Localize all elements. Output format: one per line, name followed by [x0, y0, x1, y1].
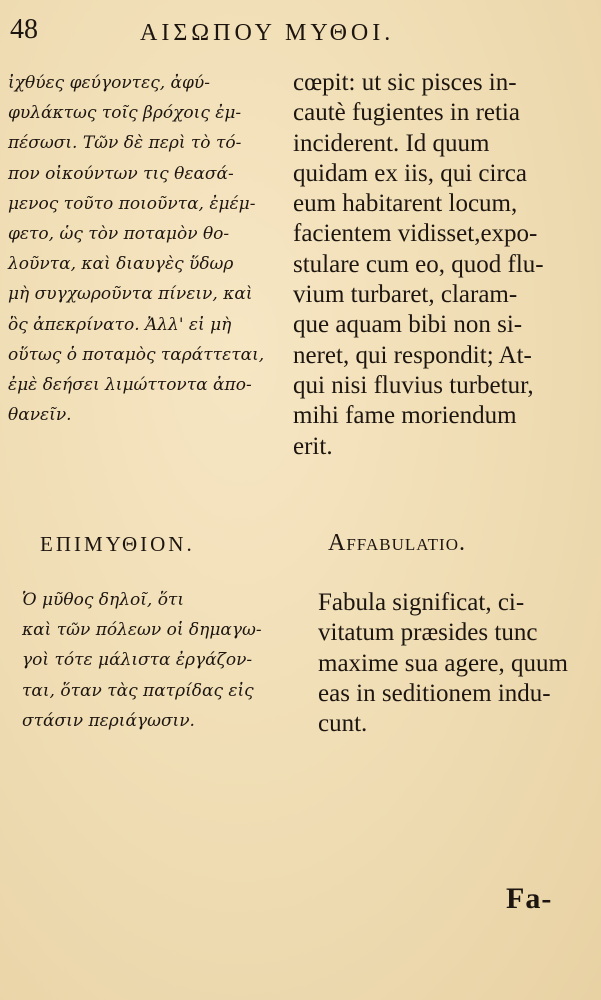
latin-moral-line: cunt.	[318, 710, 368, 738]
latin-line: cœpit: ut sic pisces in-	[293, 69, 517, 96]
latin-line: cautè fugientes in retia	[293, 99, 520, 127]
page-header	[10, 14, 590, 54]
catchword: Fa-	[506, 882, 553, 915]
latin-line: stulare cum eo, quod flu-	[293, 250, 544, 278]
latin-moral-line: vitatum præsides tunc	[318, 619, 538, 647]
latin-moral-line: eas in seditionem indu-	[318, 679, 551, 707]
latin-line: neret, qui respondit; At-	[293, 341, 532, 369]
greek-line: μὴ συγχωροῦντα πίνειν, καὶ	[8, 284, 253, 305]
latin-line: quidam ex iis, qui circa	[293, 159, 527, 187]
latin-line: erit.	[293, 432, 333, 460]
latin-line: que aquam bibi non si-	[293, 311, 523, 339]
greek-moral-line: γοὶ τότε μάλιστα ἐργάζον-	[22, 650, 253, 671]
latin-moral-line: maxime sua agere, quum	[318, 649, 568, 677]
latin-line: mihi fame moriendum	[293, 402, 517, 430]
greek-line: ὃς ἀπεκρίνατο. Ἀλλ' εἰ μὴ	[8, 314, 232, 335]
greek-line: θανεῖν.	[8, 405, 72, 426]
greek-moral-line: καὶ τῶν πόλεων οἱ δημαγω-	[22, 620, 262, 641]
latin-moral-line: Fabula significat, ci-	[318, 589, 525, 616]
greek-line: μενος τοῦτο ποιοῦντα, ἐμέμ-	[8, 193, 256, 214]
greek-moral-line: Ὁ μῦθος δηλοῖ, ὅτι	[22, 590, 184, 610]
greek-moral-heading: ΕΠΙΜΥΘΙΟΝ.	[40, 532, 195, 556]
latin-moral-column	[318, 588, 593, 739]
running-title: ΑΙΣΩΠΟΥ ΜΥΘΟΙ.	[140, 20, 395, 46]
greek-line: πέσωσι. Τῶν δὲ περὶ τὸ τό-	[8, 133, 242, 154]
latin-line: qui nisi fluvius turbetur,	[293, 371, 534, 399]
greek-line: φετο, ὡς τὸν ποταμὸν θο-	[8, 224, 230, 245]
page-number: 48	[10, 14, 38, 45]
greek-line: λοῦντα, καὶ διαυγὲς ὕδωρ	[8, 254, 234, 275]
greek-line: φυλάκτως τοῖς βρόχοις ἐμ-	[8, 103, 242, 124]
greek-line: ἰχθύες φεύγοντες, ἀφύ-	[8, 73, 210, 93]
latin-line: eum habitarent locum,	[293, 190, 518, 218]
latin-line: facientem vidisset,expo-	[293, 220, 538, 248]
greek-moral-line: στάσιν περιάγωσιν.	[22, 710, 195, 731]
latin-line: inciderent. Id quum	[293, 129, 490, 157]
greek-fable-column	[8, 68, 278, 430]
greek-line: οὕτως ὁ ποταμὸς ταράττεται,	[8, 344, 265, 365]
greek-line: ἐμὲ δεήσει λιμώττοντα ἀπο-	[8, 375, 252, 396]
latin-line: vium turbaret, claram-	[293, 281, 518, 309]
greek-moral-line: ται, ὅταν τὰς πατρίδας εἰς	[22, 680, 254, 701]
latin-moral-heading: Affabulatio.	[328, 530, 466, 556]
greek-line: πον οἰκούντων τις θεασά-	[8, 163, 234, 184]
greek-moral-column	[22, 585, 282, 736]
latin-fable-column	[293, 68, 593, 462]
